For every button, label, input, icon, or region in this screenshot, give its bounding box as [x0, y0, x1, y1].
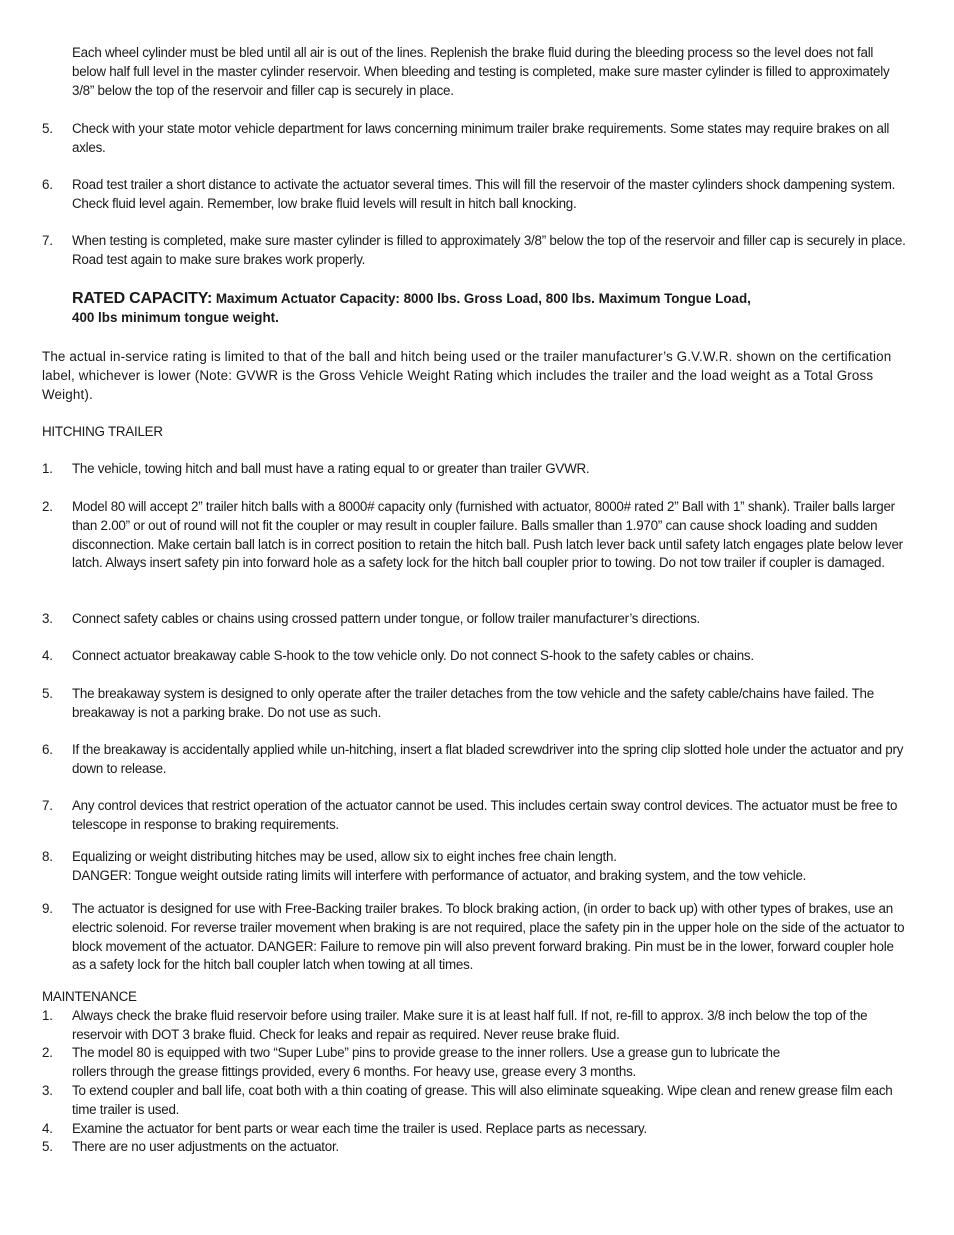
item-number: 1.	[42, 1008, 53, 1023]
step-text: When testing is completed, make sure master cylinder is filled to approximately 3/8” below the top of the reservoir and filler cap is securely in place. Road test again to make sure brakes work properly.	[72, 233, 906, 267]
item-text	[72, 1044, 910, 1082]
step-text: Check with your state motor vehicle department for laws concerning minimum trailer brake requirements. Some states may require brakes on all axles.	[72, 121, 890, 155]
item-text: To extend coupler and ball life, coat both with a thin coating of grease. This will also eliminate squeaking. Wipe clean and renew grease film each time trailer is used.	[72, 1083, 893, 1117]
bleeding-instructions: Each wheel cylinder must be bled until all air is out of the lines. Replenish the brake fluid during the bleeding process so the level does not fall below half full level in the master cylinder reservoir. When bleeding and testing is completed, make sure master cylinder is filled to approximately 3/8” below the top of the reservoir and filler cap is securely in place.	[72, 45, 890, 98]
item-number: 3.	[42, 611, 53, 626]
item-number: 8.	[42, 849, 53, 864]
rated-capacity-line2: 400 lbs minimum tongue weight.	[72, 309, 279, 325]
rated-capacity	[72, 290, 910, 328]
item-text: If the breakaway is accidentally applied while un-hitching, insert a flat bladed screwdriver into the spring clip slotted hole under the actuator and pry down to release.	[72, 742, 904, 776]
item-number: 1.	[42, 461, 53, 476]
item-number: 2.	[42, 1045, 53, 1060]
item-number: 9.	[42, 901, 53, 916]
rating-paragraph: The actual in-service rating is limited to that of the ball and hitch being used or the trailer manufacturer’s G.V.W.R. shown on the certification label, whichever is lower (Note: GVWR is the Gross Vehicle Weight Rating which includes the trailer and the load weight as a Total Gross Weight).	[42, 349, 892, 402]
item-text: Any control devices that restrict operation of the actuator cannot be used. This includes certain sway control devices. The actuator must be free to telescope in response to braking requirements.	[72, 798, 898, 832]
rated-capacity-label: RATED CAPACITY:	[72, 290, 213, 307]
step-number: 5.	[42, 121, 53, 136]
item-text	[72, 848, 910, 886]
item-number: 4.	[42, 648, 53, 663]
item-number: 5.	[42, 1139, 53, 1154]
step-text: Road test trailer a short distance to activate the actuator several times. This will fill the reservoir of the master cylinders shock dampening system. Check fluid level again. Remember, low brake fluid levels will result in hitch ball knocking.	[72, 177, 896, 211]
item-number: 2.	[42, 499, 53, 514]
item-text: Connect actuator breakaway cable S-hook to the tow vehicle only. Do not connect S-hook to the safety cables or chains.	[72, 648, 754, 663]
item-number: 6.	[42, 742, 53, 757]
item-number: 4.	[42, 1121, 53, 1136]
step-number: 7.	[42, 233, 53, 248]
item-text: Always check the brake fluid reservoir before using trailer. Make sure it is at least half full. If not, re-fill to approx. 3/8 inch below the top of the reservoir with DOT 3 brake fluid. Check for leaks and repair as required. Never reuse brake fluid.	[72, 1008, 868, 1042]
hitching-heading: HITCHING TRAILER	[42, 424, 163, 439]
item-number: 5.	[42, 686, 53, 701]
item-number: 7.	[42, 798, 53, 813]
item-text: Model 80 will accept 2” trailer hitch balls with a 8000# capacity only (furnished with actuator, 8000# rated 2” Ball with 1” shank). Trailer balls larger than 2.00” or out of round will not fit the coupler or may result in coupler failure. Balls smaller than 1.970” can cause shock loading and sudden disconnection. Make certain ball latch is in correct position to retain the hitch ball. Push latch lever back until safety latch engages plate below lever latch. Always insert safety pin into forward hole as a safety lock for the hitch ball coupler prior to towing. Do not tow trailer if coupler is damaged.	[72, 499, 903, 571]
item-text-line1: The model 80 is equipped with two “Super Lube” pins to provide grease to the inner rollers. Use a grease gun to lubricate the	[72, 1045, 780, 1060]
item-number: 3.	[42, 1083, 53, 1098]
step-number: 6.	[42, 177, 53, 192]
item-text: Examine the actuator for bent parts or wear each time the trailer is used. Replace parts as necessary.	[72, 1121, 647, 1136]
item-text: The breakaway system is designed to only operate after the trailer detaches from the tow vehicle and the safety cable/chains have failed. The breakaway is not a parking brake. Do not use as such.	[72, 686, 874, 720]
rated-capacity-line1: Maximum Actuator Capacity: 8000 lbs. Gross Load, 800 lbs. Maximum Tongue Load,	[215, 291, 751, 306]
item-text: Connect safety cables or chains using crossed pattern under tongue, or follow trailer manufacturer’s directions.	[72, 611, 700, 626]
item-text-line1: Equalizing or weight distributing hitches may be used, allow six to eight inches free chain length.	[72, 849, 617, 864]
maintenance-heading: MAINTENANCE	[42, 989, 137, 1004]
item-text: There are no user adjustments on the actuator.	[72, 1139, 339, 1154]
item-text: The vehicle, towing hitch and ball must have a rating equal to or greater than trailer GVWR.	[72, 461, 590, 476]
item-text-line2: rollers through the grease fittings provided, every 6 months. For heavy use, grease every 3 months.	[72, 1063, 636, 1079]
danger-note: DANGER: Tongue weight outside rating limits will interfere with performance of actuator, and braking system, and the tow vehicle.	[72, 867, 807, 883]
item-text: The actuator is designed for use with Free-Backing trailer brakes. To block braking action, (in order to back up) with other types of brakes, use an electric solenoid. For reverse trailer movement when braking is are not required, place the safety pin in the upper hole on the side of the actuator to block movement of the actuator. DANGER: Failure to remove pin will also prevent forward braking. Pin must be in the lower, forward coupler hole as a safety lock for the hitch ball coupler latch when towing at all times.	[72, 901, 905, 973]
